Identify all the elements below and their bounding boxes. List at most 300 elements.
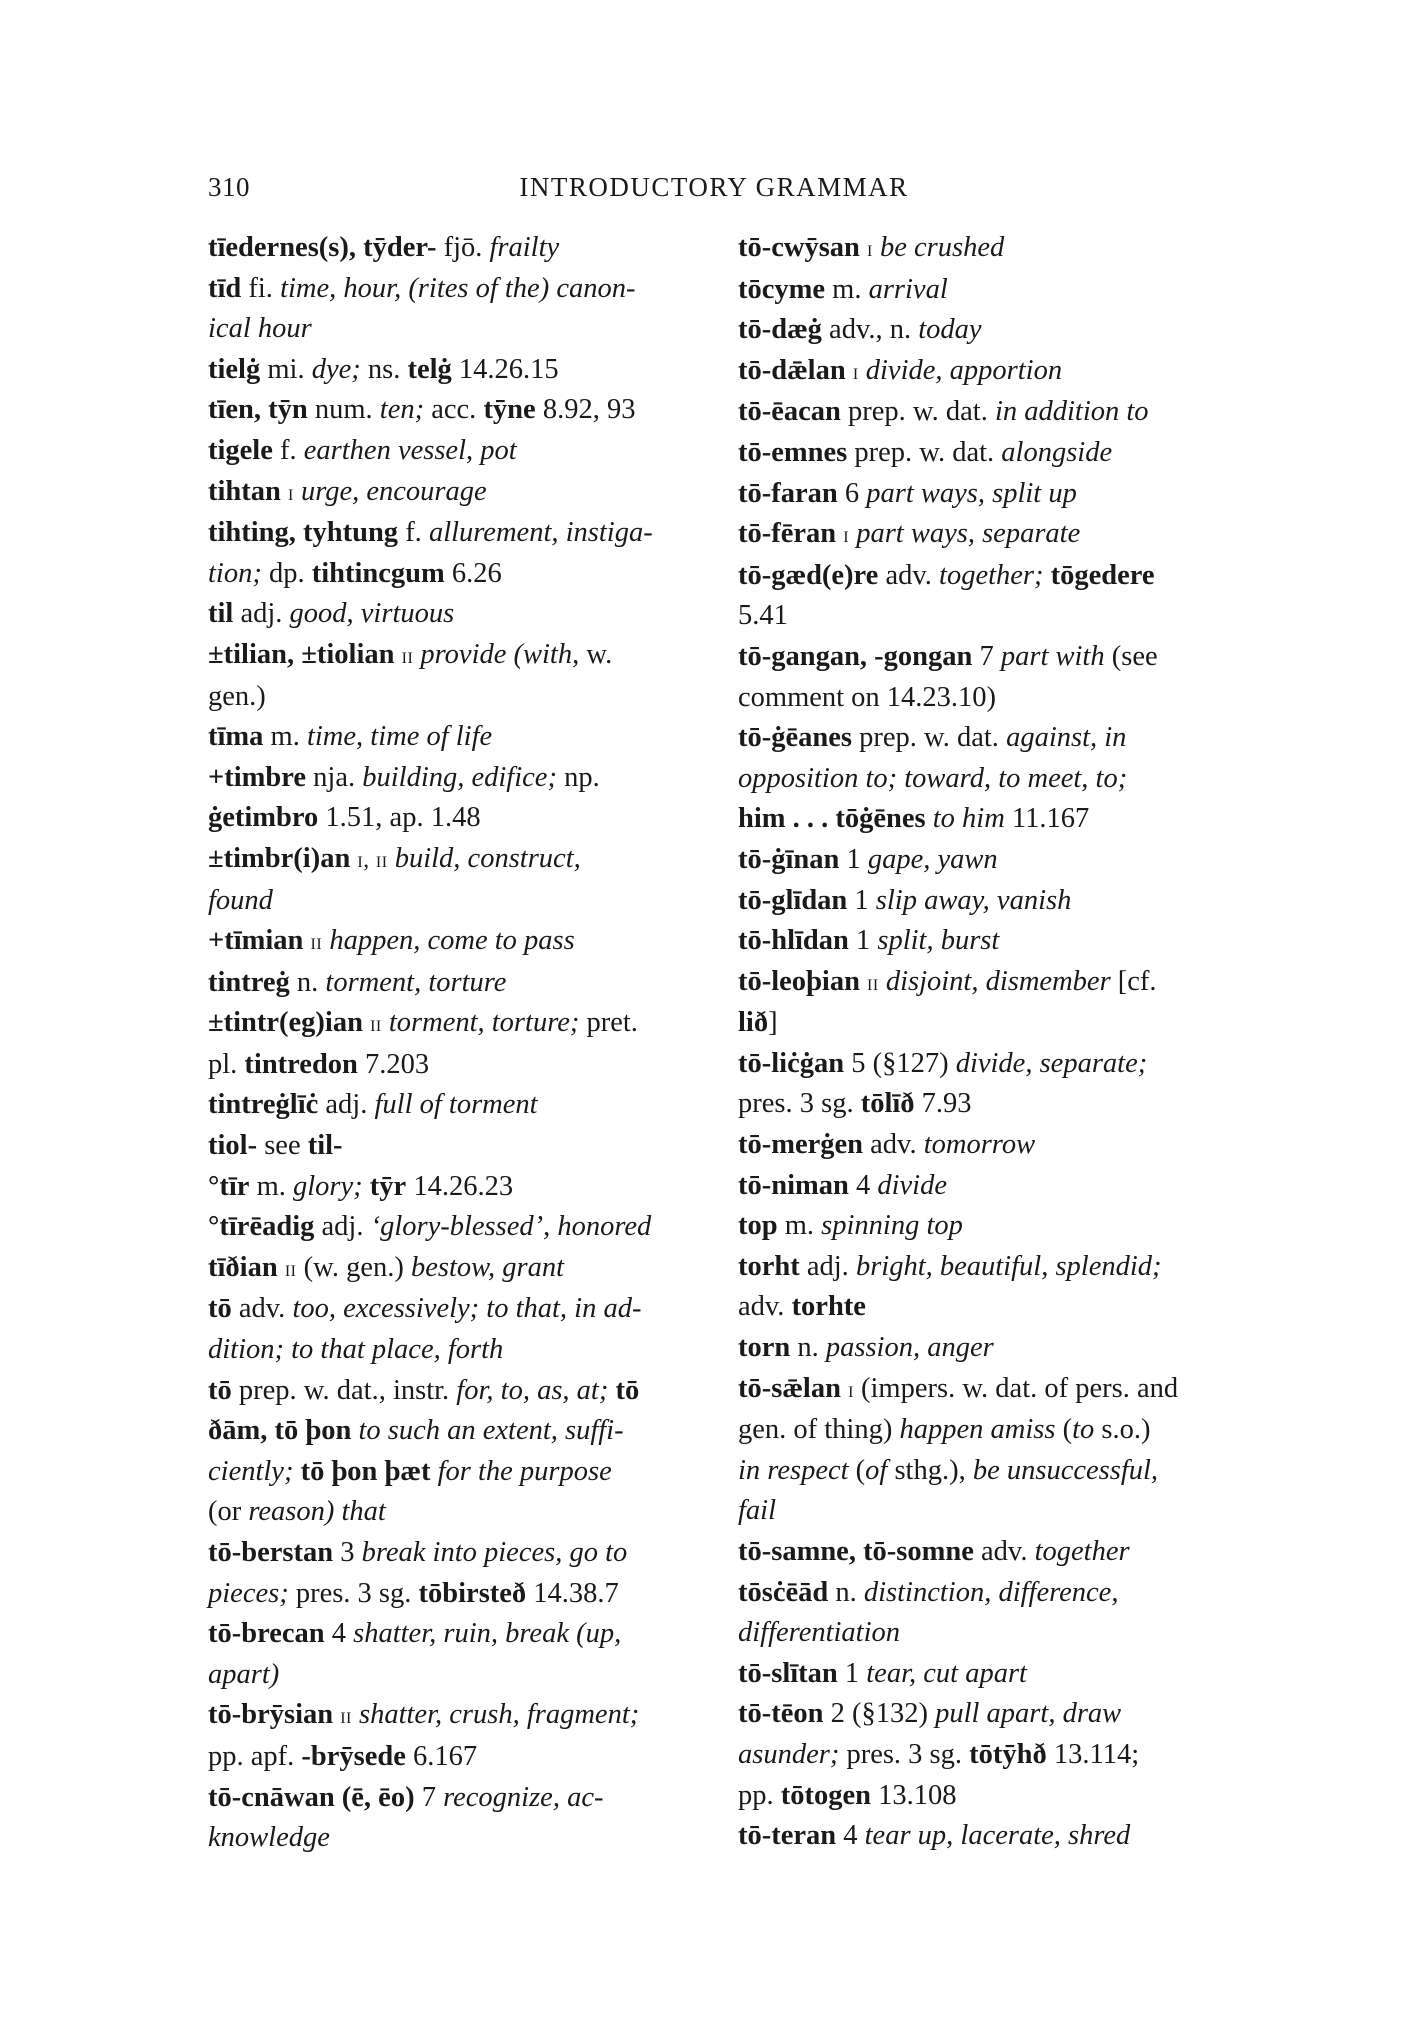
verb-class: i [852,358,859,385]
entry-continuation-line [738,1003,1238,1044]
grammar-note: 6 [837,477,867,509]
headword: tō-faran [738,477,838,509]
entry-line [738,718,1238,759]
dictionary-entry [208,1371,718,1533]
entry-line [208,1371,718,1412]
verb-class: i [843,522,850,549]
headword: tō-niman [738,1169,849,1201]
headword: torht [738,1250,800,1282]
entry-line [738,351,1238,393]
grammar-note: adv. [973,1536,1035,1567]
definition-text: part ways, split up [866,477,1077,509]
grammar-note [334,1496,341,1527]
grammar-note: n. [289,966,326,998]
dictionary-entry [208,717,718,758]
grammar-note: pres. 3 sg. [738,1088,861,1120]
grammar-note: adv. [231,1293,293,1325]
definition-text: fail [738,1495,777,1527]
headword: tīen, tȳn [208,394,308,426]
entry-line [208,1533,718,1574]
grammar-note: ( [848,1454,866,1486]
entry-line [738,1816,1238,1857]
verb-class: ii [401,642,414,669]
grammar-note: fi. [241,272,281,304]
grammar-note: 7 [414,1781,444,1813]
dictionary-entry [208,1778,718,1859]
entry-line [208,635,718,677]
grammar-note [846,355,853,386]
entry-line [208,350,718,391]
headword: tō [208,1293,232,1325]
definition-text: tear up, lacerate, shred [864,1820,1131,1852]
grammar-note: adv. [878,559,940,591]
headword: tōlīð [860,1088,915,1120]
entry-line [738,1166,1238,1207]
definition-text: pieces; [208,1577,289,1609]
grammar-note: 5 (§127) [844,1047,956,1079]
dictionary-entry [738,1573,1238,1654]
grammar-note: prep. w. dat. [851,722,1007,754]
dictionary-entry [738,433,1238,474]
entry-line [208,758,718,799]
dictionary-entry [208,1695,718,1777]
grammar-note: m. [263,721,307,753]
page-number: 310 [208,172,250,202]
definition-text: today [918,314,982,346]
headword: +tīmian [208,925,304,957]
verb-class: i [848,1376,854,1403]
entry-continuation-line [208,1045,718,1086]
dictionary-entry [208,594,718,635]
page-header [208,172,1220,212]
grammar-note: comment on 14.23.10) [738,681,997,713]
dictionary-entry [208,963,718,1004]
grammar-note: adv. [738,1291,792,1323]
definition-text: frailty [489,232,560,263]
grammar-note: 7 [972,640,1001,672]
grammar-note: adj. [799,1250,856,1282]
definition-text: that [341,1496,386,1528]
entry-continuation-line [208,309,718,350]
headword: tōcyme [738,273,826,305]
definition-text: divide, separate; [955,1047,1148,1079]
definition-text: arrival [868,273,948,305]
grammar-note [303,925,310,956]
verb-class: ii [867,969,879,996]
grammar-note: w. [579,638,613,670]
verb-class: i [867,236,873,262]
verb-class: ii [284,1255,297,1282]
headword: tō [208,1374,232,1406]
verb-class: i [287,479,294,506]
grammar-note: 11.167 [1004,803,1090,835]
headword: tō-emnes [738,436,848,468]
definition-text: provide (with, [420,638,580,670]
entry-continuation-line [208,554,718,595]
definition-text: dition; to that place, forth [208,1334,504,1366]
grammar-note: dp. [261,557,312,589]
grammar-note: acc. [424,394,484,426]
definition-text: be crushed [879,232,1005,263]
headword: tō-tēon [738,1698,824,1730]
headword: tintreġ [208,966,290,998]
definition-text: glory; [293,1170,363,1202]
grammar-note: pl. [208,1048,245,1080]
entry-line [738,556,1238,597]
entry-line [738,1206,1238,1247]
grammar-note: 14.26.23 [406,1170,514,1202]
definition-text: ten; [379,394,425,426]
dictionary-entry [738,1369,1238,1532]
definition-text: gape, yawn [867,843,998,875]
grammar-note: 3 [333,1537,362,1568]
headword: tō-gæd(e)re [738,559,879,591]
definition-text: too, excessively; to that, in ad- [292,1293,642,1325]
entry-line [208,963,718,1004]
definition-text: building, edifice; [362,761,557,793]
running-title: INTRODUCTORY GRAMMAR [519,172,909,202]
entry-line [738,1694,1238,1735]
entry-line [208,1207,718,1248]
definition-text: urge, encourage [300,475,487,507]
dictionary-entry [208,1289,718,1370]
entry-line [208,921,718,963]
headword: torn [738,1332,791,1364]
headword: top [738,1210,778,1242]
definition-text: bestow, grant [410,1251,565,1283]
entry-line [208,1695,718,1737]
definition-text: divide, apportion [865,354,1063,386]
grammar-note [873,232,880,263]
headword: tō-ġīnan [738,843,840,875]
grammar-note: 2 (§132) [823,1698,936,1730]
grammar-note: [cf. [1110,965,1157,997]
grammar-note [281,476,288,507]
entry-line [738,1328,1238,1369]
definition-text: distinction, difference, [863,1576,1119,1608]
definition-text: to him [932,803,1005,835]
entry-continuation-line [738,759,1238,800]
headword: ðām, tō þon [208,1415,352,1447]
grammar-note: pres. 3 sg. [839,1738,970,1770]
headword: tō-hlīdan [738,925,849,957]
headword: -brȳsede [301,1740,406,1772]
headword: tiol- [208,1130,258,1162]
headword: °tīr [208,1170,250,1202]
dictionary-entry [208,1248,718,1290]
definition-text: build, construct, [394,842,581,874]
headword: til- [307,1130,343,1162]
headword: °tīrēadig [208,1211,315,1243]
grammar-note: num. [307,394,380,426]
entry-line [738,1247,1238,1288]
entry-line [208,1126,718,1167]
entry-line [208,1085,718,1126]
grammar-note: 4 [324,1618,354,1650]
headword: telġ [407,353,452,385]
definition-text: for, to, as, at; [456,1374,609,1406]
grammar-note: f. [272,434,304,466]
grammar-note: adv. [863,1129,924,1161]
entry-continuation-line [738,1776,1238,1817]
headword: tō-merġen [738,1129,864,1161]
definition-text: together; [939,559,1044,591]
dictionary-entry [738,962,1238,1044]
dictionary-entry [738,228,1238,270]
entry-continuation-line [208,1452,718,1493]
headword: tō-glīdan [738,884,848,916]
entry-line [208,269,718,310]
definition-text: torment, torture; [388,1007,580,1039]
definition-text: tomorrow [923,1129,1036,1161]
entry-line [738,1654,1238,1695]
entry-line [738,514,1238,556]
grammar-note: f. [398,517,429,549]
entry-line [738,921,1238,962]
definition-text: knowledge [208,1822,330,1854]
definition-text: found [208,884,273,916]
headword: tō-ġēanes [738,722,852,754]
dictionary-entry [738,1816,1238,1857]
grammar-note: 1 [847,884,876,916]
headword: tintredon [244,1048,358,1080]
headword: tō-slītan [738,1657,838,1689]
dictionary-entry [208,635,718,717]
grammar-note: 4 [836,1820,865,1852]
definition-text: in respect [738,1454,849,1486]
headword: torhte [791,1291,866,1323]
headword: +timbre [208,761,307,793]
grammar-note [879,966,886,997]
entry-continuation-line [208,1411,718,1452]
definition-text: divide [877,1169,947,1201]
entry-continuation-line [208,677,718,718]
grammar-note [394,639,401,670]
headword: tō-cnāwan (ē, ēo) [208,1781,415,1813]
grammar-note: 1.51, ap. 1.48 [318,802,481,834]
headword: tō-gangan, -gongan [738,640,973,672]
definition-text: asunder; [738,1738,840,1770]
grammar-note: pp. [738,1779,781,1811]
headword: ġetimbro [208,802,319,834]
grammar-note: 14.26.15 [451,353,559,385]
definition-text: be unsuccessful, [972,1454,1159,1486]
definition-text: time, hour, (rites of the) canon- [280,272,636,304]
entry-line [208,717,718,758]
entry-continuation-line [208,881,718,922]
headword: tīd [208,272,242,304]
headword: tō-liċġan [738,1047,845,1079]
grammar-note [382,1007,389,1038]
grammar-note: 7.203 [357,1048,430,1080]
headword: tȳr [369,1170,407,1202]
definition-text: tear, cut apart [866,1657,1027,1689]
entry-continuation-line [208,798,718,839]
dictionary-entry [208,431,718,472]
headword: tōtȳhð [969,1738,1047,1770]
entry-line [208,1289,718,1330]
grammar-note: n. [828,1576,864,1608]
entry-line [738,1044,1238,1085]
grammar-note: fjō. [436,232,490,263]
grammar-note: np. [556,761,600,793]
grammar-note: (w. gen.) [296,1251,411,1283]
definition-text: disjoint, dismember [885,965,1111,997]
entry-continuation-line [208,1574,718,1615]
definition-text: recognize, ac- [443,1781,604,1813]
headword: tihting, tyhtung [208,517,399,549]
dictionary-entry [208,1085,718,1126]
dictionary-entry [208,1207,718,1248]
grammar-note: 5.41 [738,600,788,632]
grammar-note [859,355,866,386]
dictionary-entry [208,839,718,921]
headword: ±tilian, ±tiolian [208,638,395,670]
headword: tō-brȳsian [208,1699,334,1731]
entry-continuation-line [738,678,1238,719]
grammar-note: adj. [233,598,290,630]
definition-text: break into pieces, go to [361,1537,628,1568]
grammar-note: 1 [848,925,878,957]
definition-text: of [865,1454,888,1486]
entry-line [208,839,718,881]
grammar-note [293,1456,300,1487]
dictionary-entry [208,1003,718,1085]
entry-continuation-line [738,1451,1238,1492]
definition-text: ‘glory-blessed’, honored [370,1211,652,1243]
entry-continuation-line [738,1084,1238,1125]
right-column [738,228,1238,1857]
entry-continuation-line [738,1491,1238,1532]
dictionary-entry [208,758,718,839]
definition-text: happen amiss [899,1414,1056,1446]
dictionary-entry [738,1044,1238,1125]
dictionary-entry [738,1694,1238,1816]
grammar-note: 7.93 [914,1088,972,1120]
entry-line [738,228,1238,270]
grammar-note [294,476,301,507]
definition-text: earthen vessel, pot [303,434,517,466]
headword: ±timbr(i)an [208,842,351,874]
dictionary-entry [738,1166,1238,1207]
entry-line [738,433,1238,474]
grammar-note: pres. 3 sg. [288,1577,419,1609]
headword: tō-berstan [208,1537,334,1568]
definition-text: against, in [1006,722,1127,754]
grammar-note [860,966,867,997]
grammar-note: pp. apf. [208,1740,302,1772]
entry-line [738,1573,1238,1614]
dictionary-entry [738,392,1238,433]
entry-line [738,962,1238,1004]
verb-class: ii [310,929,323,956]
dictionary-entry [208,228,718,269]
definition-text: tion; [208,557,262,589]
grammar-note: (impers. w. dat. of pers. and [853,1372,1179,1404]
dictionary-entry [208,921,718,963]
grammar-note: 13.108 [870,1779,957,1811]
dictionary-entry [738,1206,1238,1247]
grammar-note [388,843,395,874]
dictionary-entry [738,310,1238,351]
grammar-note [1044,560,1051,591]
entry-continuation-line [208,1330,718,1371]
entry-line [208,1614,718,1655]
grammar-note: 1 [839,843,868,875]
definition-text: ciently; [208,1455,294,1487]
definition-text: shatter, ruin, break (up, [353,1618,622,1650]
left-column [208,228,718,1859]
definition-text: apart) [208,1658,280,1690]
verb-class: i, ii [357,846,388,873]
headword: tō-dǣlan [738,354,846,386]
headword: tō-ēacan [738,396,841,428]
headword: tielġ [208,353,261,385]
dictionary-entry [738,556,1238,637]
grammar-note: (or [208,1496,249,1528]
grammar-note: 8.92, 93 [535,394,636,426]
headword: tō-dæġ [738,314,822,346]
grammar-note: 14.38.7 [526,1577,619,1609]
definition-text: reason) [248,1496,335,1528]
grammar-note: n. [790,1332,826,1364]
dictionary-entry [738,718,1238,840]
headword: tō-fēran [738,518,837,550]
grammar-note: 6.167 [405,1740,478,1772]
dictionary-entry [208,1533,718,1614]
headword: tō [615,1374,640,1406]
dictionary-entry [738,351,1238,393]
entry-line [208,1003,718,1045]
entry-continuation-line [738,799,1238,840]
definition-text: ical hour [208,313,312,345]
dictionary-entry [738,270,1238,311]
entry-continuation-line [738,1613,1238,1654]
definition-text: opposition to; toward, to meet, to; [738,762,1128,794]
grammar-note: mi. [260,353,312,385]
definition-text: slip away, vanish [875,884,1072,916]
dictionary-entry [208,472,718,514]
dictionary-entry [738,1247,1238,1328]
grammar-note: adv., n. [821,314,919,346]
entry-line [738,881,1238,922]
entry-continuation-line [738,1410,1238,1451]
definition-text: in addition to [994,396,1149,428]
dictionary-entry [738,1328,1238,1369]
entry-line [738,637,1238,678]
grammar-note: sthg.), [887,1454,973,1486]
definition-text: passion, anger [825,1332,994,1364]
dictionary-entry [738,1532,1238,1573]
grammar-note: gen. of thing) [738,1414,900,1446]
grammar-note: m. [777,1210,822,1242]
grammar-note: (see [1104,640,1158,672]
entry-continuation-line [208,1818,718,1859]
definition-text: full of torment [374,1089,538,1121]
definition-text: spinning top [821,1210,963,1242]
dictionary-entry [208,269,718,350]
grammar-note: ( [1055,1414,1073,1446]
grammar-note: see [257,1130,308,1162]
grammar-note: s.o.) [1094,1414,1151,1446]
definition-text: for the purpose [437,1455,612,1487]
dictionary-entry [208,513,718,594]
headword: tō-teran [738,1820,837,1852]
grammar-note: ns. [360,353,408,385]
dictionary-entry [738,1654,1238,1695]
grammar-note [352,1699,359,1730]
dictionary-entry [738,1125,1238,1166]
